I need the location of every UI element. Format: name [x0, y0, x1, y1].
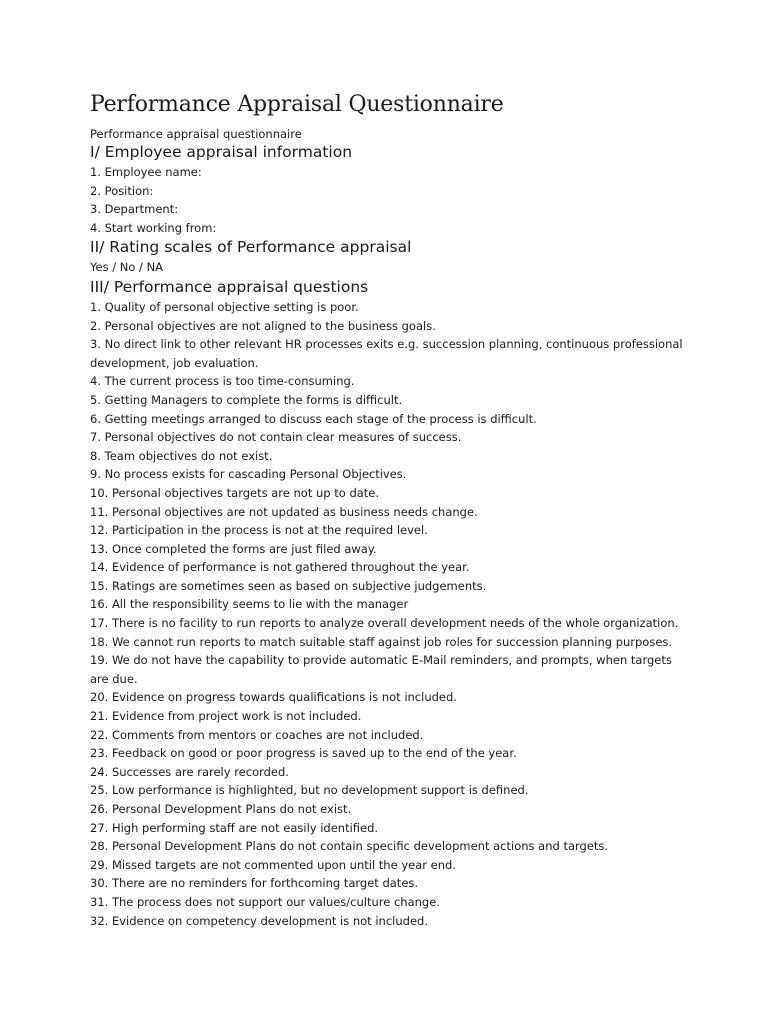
section-rating-scales — [90, 237, 690, 277]
list-item: 6. Getting meetings arranged to discuss each stage of the process is difficult. — [90, 411, 537, 426]
list-item: 21. Evidence from project work is not included. — [90, 709, 362, 724]
list-item: 27. High performing staff are not easily identified. — [90, 820, 379, 835]
list-item: 31. The process does not support our values/culture change. — [90, 894, 440, 909]
list-item: 2. Personal objectives are not aligned to the business goals. — [90, 318, 436, 333]
employee-info-list — [90, 163, 690, 237]
list-item: 17. There is no facility to run reports to analyze overall development needs of the whole organization. — [90, 616, 679, 631]
rating-scale-text: Yes / No / NA — [90, 260, 164, 275]
document-title: Performance Appraisal Questionnaire — [90, 92, 504, 117]
list-item: 18. We cannot run reports to match suitable staff against job roles for succession planning purposes. — [90, 634, 673, 649]
section-heading-rating-scales: II/ Rating scales of Performance appraisal — [90, 238, 412, 257]
list-item: 32. Evidence on competency development is not included. — [90, 913, 428, 928]
list-item: 12. Participation in the process is not at the required level. — [90, 523, 428, 538]
list-item: 10. Personal objectives targets are not up to date. — [90, 485, 380, 500]
list-item: 7. Personal objectives do not contain clear measures of success. — [90, 430, 462, 445]
list-item: 22. Comments from mentors or coaches are not included. — [90, 727, 424, 742]
list-item: 9. No process exists for cascading Personal Objectives. — [90, 467, 407, 482]
list-item: 3. No direct link to other relevant HR processes exits e.g. succession planning, continuous professional development, job evaluation. — [90, 337, 683, 370]
list-item: 24. Successes are rarely recorded. — [90, 764, 289, 779]
list-item: 15. Ratings are sometimes seen as based on subjective judgements. — [90, 578, 487, 593]
list-item: 19. We do not have the capability to provide automatic E-Mail reminders, and prompts, when targets are due. — [90, 653, 672, 686]
appraisal-questions-list — [90, 298, 690, 930]
document-page — [90, 90, 690, 930]
section-heading-employee-information: I/ Employee appraisal information — [90, 143, 353, 161]
list-item: 5. Getting Managers to complete the forms is difficult. — [90, 392, 403, 407]
list-item: 2. Position: — [90, 183, 154, 198]
list-item: 3. Department: — [90, 202, 179, 217]
list-item: 29. Missed targets are not commented upon until the year end. — [90, 857, 456, 872]
list-item: 1. Employee name: — [90, 165, 202, 179]
list-item: 26. Personal Development Plans do not exist. — [90, 802, 352, 816]
list-item: 30. There are no reminders for forthcoming target dates. — [90, 876, 419, 891]
list-item: 28. Personal Development Plans do not contain specific development actions and targets. — [90, 839, 609, 854]
list-item: 13. Once completed the forms are just filed away. — [90, 541, 377, 556]
section-employee-information — [90, 142, 690, 237]
list-item: 4. The current process is too time-consuming. — [90, 374, 355, 389]
list-item: 14. Evidence of performance is not gathered throughout the year. — [90, 560, 470, 575]
list-item: 11. Personal objectives are not updated as business needs change. — [90, 504, 478, 519]
list-item: 16. All the responsibility seems to lie with the manager — [90, 597, 409, 612]
section-appraisal-questions — [90, 277, 690, 930]
list-item: 20. Evidence on progress towards qualifications is not included. — [90, 690, 457, 705]
section-heading-appraisal-questions: III/ Performance appraisal questions — [90, 277, 369, 296]
list-item: 8. Team objectives do not exist. — [90, 448, 273, 463]
list-item: 25. Low performance is highlighted, but no development support is defined. — [90, 783, 529, 798]
list-item: 4. Start working from: — [90, 220, 217, 235]
document-subtitle: Performance appraisal questionnaire — [90, 127, 302, 141]
list-item: 1. Quality of personal objective setting is poor. — [90, 299, 359, 314]
list-item: 23. Feedback on good or poor progress is saved up to the end of the year. — [90, 746, 517, 761]
